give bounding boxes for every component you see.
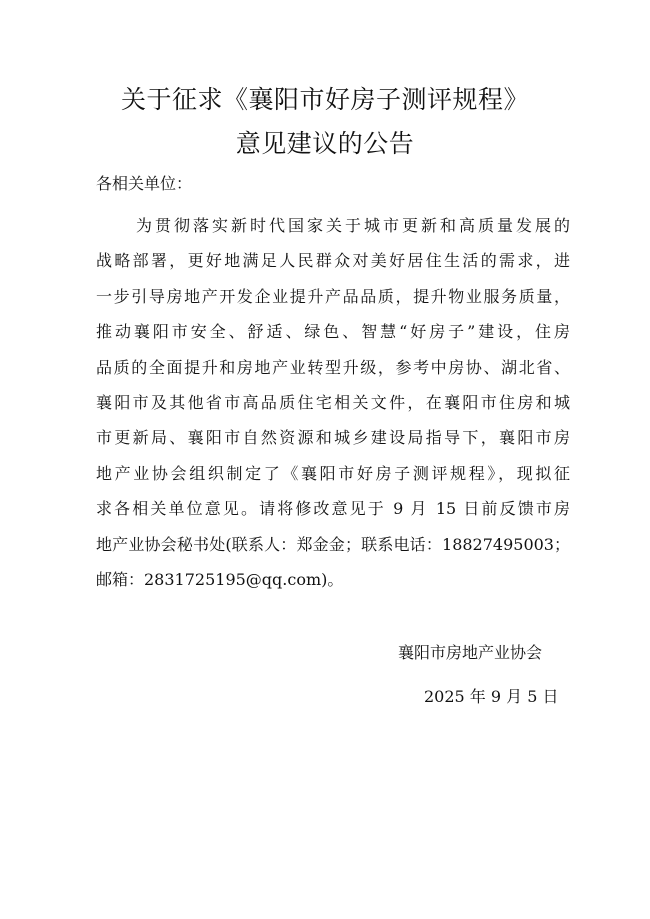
signature-organization: 襄阳市房地产业协会 [398, 643, 543, 662]
body-line-8: 地产业协会组织制定了《襄阳市好房子测评规程》，现拟征 [96, 464, 570, 483]
signature-date: 2025 年 9 月 5 日 [424, 687, 559, 706]
document-title-line-1: 关于征求《襄阳市好房子测评规程》 [120, 85, 529, 114]
body-line-5: 品质的全面提升和房地产业转型升级，参考中房协、湖北省、 [96, 358, 570, 377]
body-line-1: 为贯彻落实新时代国家关于城市更新和高质量发展的 [136, 216, 570, 235]
body-line-6: 襄阳市及其他省市高品质住宅相关文件，在襄阳市住房和城 [96, 393, 570, 412]
document-title-line-2: 意见建议的公告 [235, 129, 415, 158]
salutation: 各相关单位： [96, 174, 193, 193]
body-line-7: 市更新局、襄阳市自然资源和城乡建设局指导下，襄阳市房 [96, 428, 570, 447]
body-line-4: 推动襄阳市安全、舒适、绿色、智慧“好房子”建设，住房 [96, 322, 570, 341]
body-line-3: 一步引导房地产开发企业提升产品品质，提升物业服务质量， [96, 287, 570, 306]
body-line-10: 地产业协会秘书处(联系人：郑金金；联系电话：18827495003； [96, 535, 570, 554]
body-line-2: 战略部署，更好地满足人民群众对美好居住生活的需求，进 [96, 251, 570, 270]
body-line-11: 邮箱：2831725195@qq.com)。 [96, 570, 344, 589]
body-line-9: 求各相关单位意见。请将修改意见于 9 月 15 日前反馈市房 [96, 499, 570, 518]
